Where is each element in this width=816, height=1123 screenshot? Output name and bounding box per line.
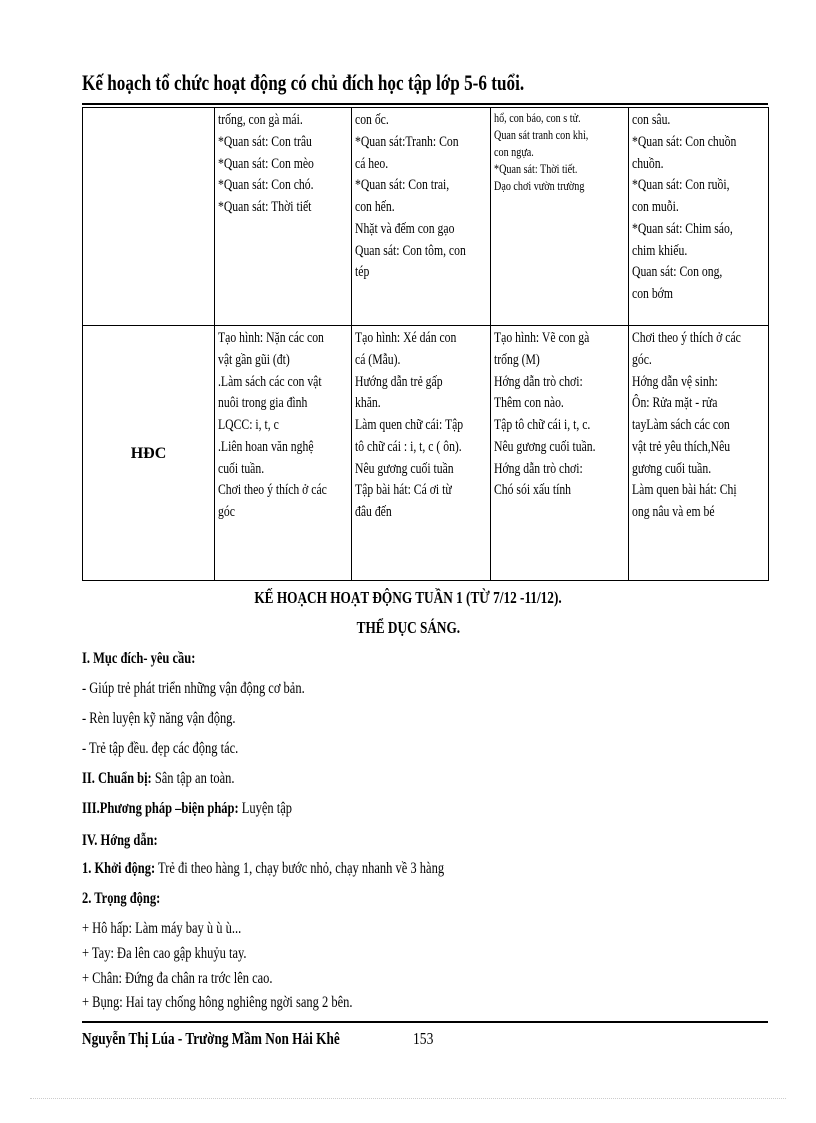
cell-text-line: *Quan sát: Con ruồi, <box>632 177 730 194</box>
cell-text-line: Dạo chơi vườn trường <box>494 177 585 193</box>
document-title: Kế hoạch tổ chức hoạt động có chủ đích học tập lớp 5-6 tuổi. <box>82 70 525 95</box>
cell-text-line: con ngựa. <box>494 143 534 159</box>
cell-text-line: Tạo hình: Vẽ con gà <box>494 330 590 346</box>
cell-text-line: Nêu gương cuối tuần. <box>494 438 596 455</box>
activity-plan-table <box>82 107 769 581</box>
cell-text-line: *Quan sát:Tranh: Con <box>355 133 459 150</box>
cell-text-line: *Quan sát: Con trâu <box>218 133 312 150</box>
step-warmup <box>82 860 444 878</box>
table-cell <box>491 326 629 581</box>
step-warmup-text: Trẻ đi theo hàng 1, chạy bước nhỏ, chạy nhanh về 3 hàng <box>155 860 445 877</box>
cell-text-line: Hớng dẫn trò chơi: <box>494 373 583 390</box>
cell-text-line: Hớng dẫn trò chơi: <box>494 460 583 477</box>
cell-text-line: *Quan sát: Con chó. <box>218 177 314 194</box>
cell-text-line: Làm quen chữ cái: Tập <box>355 417 464 433</box>
table-cell <box>215 108 352 326</box>
cell-text-line: góc. <box>632 351 652 368</box>
cell-text-line: con muỗi. <box>632 199 679 215</box>
page-number: 153 <box>413 1029 434 1048</box>
cell-text-line: cá heo. <box>355 155 389 172</box>
exercise-abdomen: + Bụng: Hai tay chống hông nghiêng ngời sang 2 bên. <box>82 994 353 1011</box>
table-cell <box>215 326 352 581</box>
week-plan-heading <box>0 588 816 608</box>
cell-text-line: con ốc. <box>355 112 389 128</box>
cell-text-line: Thêm con nào. <box>494 395 564 412</box>
exercise-legs: + Chân: Đứng đa chân ra trớc lên cao. <box>82 970 273 987</box>
cell-text-line: .Liên hoan văn nghệ <box>218 438 314 455</box>
goal-item-2: - Rèn luyện kỹ năng vận động. <box>82 710 236 727</box>
section-preparation <box>82 770 235 788</box>
cell-text-line: chuồn. <box>632 155 664 172</box>
cell-text-line: *Quan sát: Con chuồn <box>632 133 737 150</box>
exercise-breathing: + Hô hấp: Làm máy bay ù ù ù... <box>82 920 242 937</box>
exercise-arms: + Tay: Đa lên cao gập khuỷu tay. <box>82 945 247 962</box>
cell-text-line: Tạo hình: Xé dán con <box>355 330 457 346</box>
cell-text-line: *Quan sát: Con trai, <box>355 177 450 194</box>
goal-item-1: - Giúp trẻ phát triển những vận động cơ bản. <box>82 680 305 697</box>
cell-text-line: Nêu gương cuối tuần <box>355 460 454 477</box>
table-row <box>83 326 769 581</box>
goal-item-3: - Trẻ tập đều. đẹp các động tác. <box>82 740 239 757</box>
cell-text-line: Quan sát tranh con khỉ, <box>494 126 589 142</box>
section-method-text: Luyện tập <box>238 800 292 817</box>
cell-text-line: *Quan sát: Con mèo <box>218 155 314 172</box>
cell-text-line: Hướng dẫn trẻ gấp <box>355 373 443 390</box>
cell-text-line: trống, con gà mái. <box>218 112 303 128</box>
table-cell <box>629 108 769 326</box>
cell-text-line: Làm quen bài hát: Chị <box>632 482 737 499</box>
cell-text-line: con sâu. <box>632 112 671 128</box>
section-method <box>82 800 292 818</box>
cell-text-line: LQCC: i, t, c <box>218 417 279 433</box>
cell-text-line: *Quan sát: Thời tiết <box>218 199 312 215</box>
cell-text-line: con hến. <box>355 199 395 215</box>
section-guide-title: IV. Hớng dẫn: <box>82 832 158 849</box>
cell-text-line: tayLàm sách các con <box>632 417 730 433</box>
cell-text-line: góc <box>218 504 235 520</box>
cell-text-line: .Làm sách các con vật <box>218 373 322 390</box>
cell-text-line: đâu đến <box>355 504 392 520</box>
cell-text-line: Chơi theo ý thích ở các <box>218 482 327 499</box>
cell-text-line: vật gần gũi (đt) <box>218 351 290 368</box>
step-main-label: 2. Trọng động: <box>82 890 161 907</box>
cell-text-line: con bớm <box>632 286 673 302</box>
cell-text-line: Quan sát: Con tôm, con <box>355 242 466 259</box>
table-cell <box>629 326 769 581</box>
section-goals-title: I. Mục đích- yêu cầu: <box>82 650 196 667</box>
section-preparation-text: Sân tập an toàn. <box>151 770 235 787</box>
cell-text-line: Quan sát: Con ong, <box>632 264 723 281</box>
cell-text-line: gương cuối tuần. <box>632 460 712 477</box>
cell-text-line: Tạo hình: Nặn các con <box>218 330 324 346</box>
morning-exercise-heading-text: THỂ DỤC SÁNG. <box>356 618 460 637</box>
table-cell <box>352 326 491 581</box>
cell-text-line: *Quan sát: Thời tiết. <box>494 160 578 176</box>
title-underline <box>82 103 768 105</box>
page-bottom-edge <box>30 1098 786 1099</box>
table-cell <box>352 108 491 326</box>
row-label-cell <box>83 108 215 326</box>
cell-text-line: cá (Mẫu). <box>355 351 401 368</box>
row-label-cell <box>83 326 215 581</box>
cell-text-line: trống (M) <box>494 351 540 368</box>
table-cell <box>491 108 629 326</box>
cell-text-line: Nhặt và đếm con gạo <box>355 220 455 237</box>
footer-rule <box>82 1021 768 1023</box>
cell-text-line: Ôn: Rửa mặt - rửa <box>632 395 718 412</box>
cell-text-line: hổ, con báo, con s tử. <box>494 110 581 125</box>
cell-text-line: *Quan sát: Chim sáo, <box>632 220 733 237</box>
cell-text-line: Chơi theo ý thích ở các <box>632 330 741 346</box>
cell-text-line: tô chữ cái : i, t, c ( ôn). <box>355 438 462 455</box>
cell-text-line: Hớng dẫn vệ sinh: <box>632 373 718 390</box>
cell-text-line: vật trẻ yêu thích,Nêu <box>632 438 731 455</box>
row-label: HĐC <box>130 445 167 463</box>
cell-text-line: cuối tuần. <box>218 460 265 477</box>
cell-text-line: tép <box>355 264 370 281</box>
cell-text-line: ong nâu và em bé <box>632 504 715 520</box>
cell-text-line: Chó sói xấu tính <box>494 482 572 499</box>
section-preparation-label: II. Chuẩn bị: <box>82 770 152 787</box>
morning-exercise-heading <box>0 618 816 638</box>
cell-text-line: chim khiếu. <box>632 242 688 259</box>
week-plan-heading-text: KẾ HOẠCH HOẠT ĐỘNG TUẦN 1 (TỪ 7/12 -11/12). <box>254 588 562 607</box>
footer-author: Nguyễn Thị Lúa - Trường Mầm Non Hải Khê <box>82 1029 340 1048</box>
cell-text-line: Tập bài hát: Cá ơi từ <box>355 482 452 499</box>
step-warmup-label: 1. Khởi động: <box>82 860 156 877</box>
cell-text-line: nuôi trong gia đình <box>218 395 308 412</box>
table-row <box>83 108 769 326</box>
cell-text-line: Tập tô chữ cái i, t, c. <box>494 417 591 433</box>
section-method-label: III.Phương pháp –biện pháp: <box>82 800 239 817</box>
cell-text-line: khăn. <box>355 395 381 412</box>
